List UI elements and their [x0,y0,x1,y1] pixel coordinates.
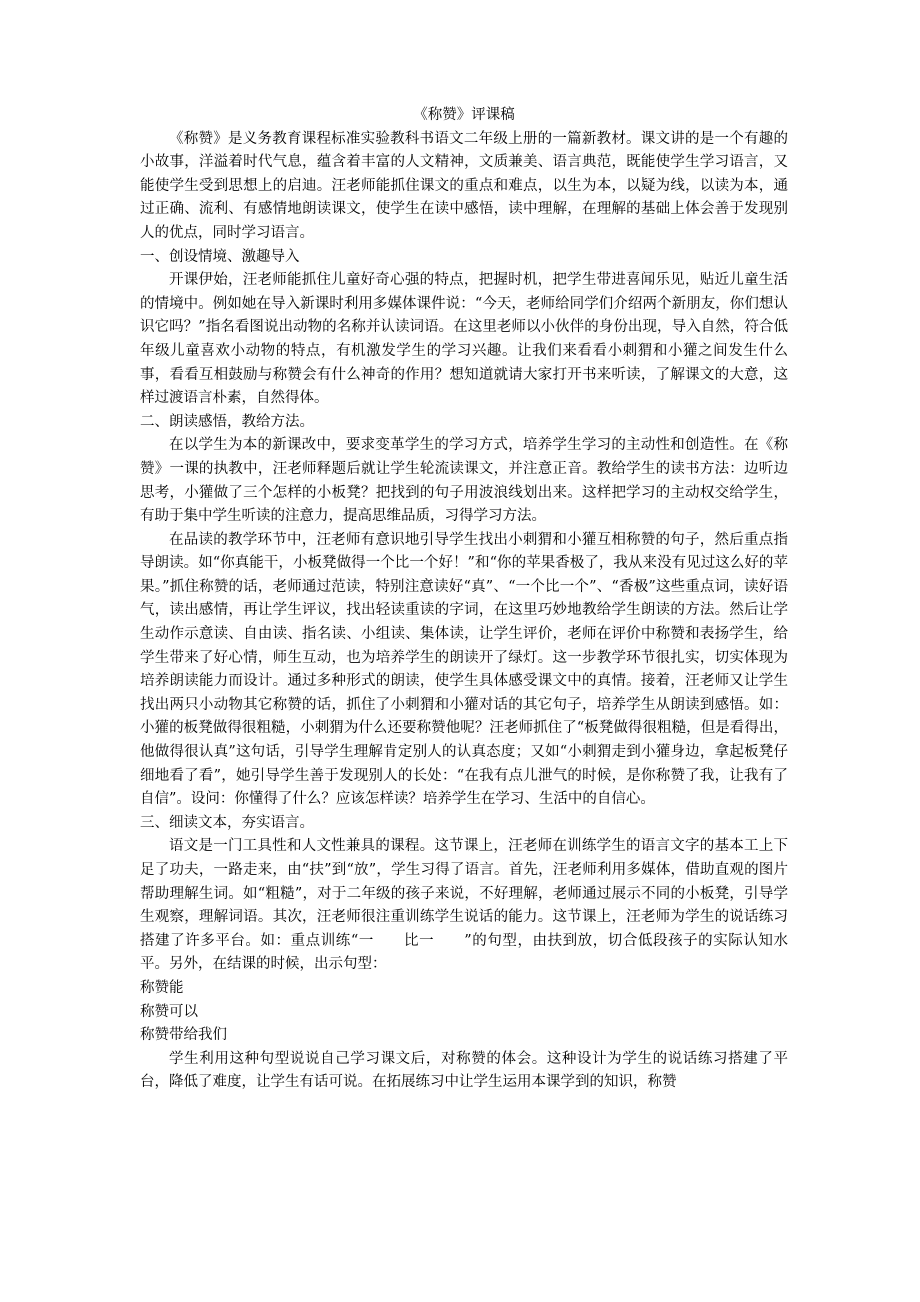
section-heading-2: 二、朗读感悟，教给方法。 [140,413,314,430]
section-heading-1: 一、创设情境、激趣导入 [140,248,300,265]
section-2-paragraph-2: 在品读的教学环节中，汪老师有意识地引导学生找出小刺猬和小獾互相称赞的句子，然后重点指导朗读。如“你真能干，小板凳做得一个比一个好！”和“你的苹果香极了，我从来没有见过这么好的苹果。”抓住称赞的话，老师通过范读，特别注意读好“真”、“一个比一个”、“香极”这些重点词，读好语气，读出感情，再让学生评议，找出轻读重读的字词，在这里巧妙地教给学生朗读的方法。然后让学生动作示意读、自由读、指名读、小组读、集体读，让学生评价，老师在评价中称赞和表扬学生，给学生带来了好心情，师生互动，也为培养学生的朗读开了绿灯。这一步教学环节很扎实，切实体现为培养朗读能力而设计。通过多种形式的朗读，使学生具体感受课文中的真情。接着，汪老师又让学生找出两只小动物其它称赞的话，抓住了小刺猬和小獾对话的其它句子，培养学生从朗读到感悟。如：小獾的板凳做得很粗糙，小刺猬为什么还要称赞他呢？汪老师抓住了“板凳做得很粗糙，但是看得出，他做得很认真”这句话，引导学生理解肯定别人的认真态度；又如“小刺猬走到小獾身边，拿起板凳仔细地看了看”，她引导学生善于发现别人的长处：“在我有点儿泄气的时候，是你称赞了我，让我有了自信”。设问：你懂得了什么？应该怎样读？培养学生在学习、生活中的自信心。 [140,531,788,808]
section-3-paragraph-1: 语文是一门工具性和人文性兼具的课程。这节课上，汪老师在训练学生的语言文字的基本工上下足了功夫，一路走来，由“扶”到“放”，学生习得了语言。首先，汪老师利用多媒体，借助直观的图片帮助理解生词。如“粗糙”，对于二年级的孩子来说，不好理解，老师通过展示不同的小板凳，引导学生观察，理解词语。其次，汪老师很注重训练学生说话的能力。这节课上，汪老师为学生的说话练习搭建了许多平台。如：重点训练“一 比一 ”的句型，由扶到放，切合低段孩子的实际认知水平。另外，在结课的时候，出示句型： [140,838,788,973]
section-heading-3: 三、细读文本，夯实语言。 [140,814,314,831]
section-3-closing-paragraph: 学生利用这种句型说说自己学习课文后，对称赞的体会。这种设计为学生的说话练习搭建了平台，降低了难度，让学生有话可说。在拓展练习中让学生运用本课学到的知识，称赞 [140,1050,788,1091]
document-page [140,104,788,1095]
document-title: 《称赞》评课稿 [413,107,515,123]
sentence-pattern-line-1: 称赞能 [140,979,184,996]
intro-paragraph: 《称赞》是义务教育课程标准实验教科书语文二年级上册的一篇新教材。课文讲的是一个有趣的小故事，洋溢着时代气息，蕴含着丰富的人文精神，文质兼美、语言典范，既能使学生学习语言，又能使学生受到思想上的启迪。汪老师能抓住课文的重点和难点，以生为本，以疑为线，以读为本，通过正确、流利、有感情地朗读课文，使学生在读中感悟，读中理解，在理解的基础上体会善于发现别人的优点，同时学习语言。 [140,130,788,241]
section-2-paragraph-1: 在以学生为本的新课改中，要求变革学生的学习方式，培养学生学习的主动性和创造性。在《称赞》一课的执教中，汪老师释题后就让学生轮流读课文，并注意正音。教给学生的读书方法：边听边思考，小獾做了三个怎样的小板凳？把找到的句子用波浪线划出来。这样把学习的主动权交给学生，有助于集中学生听读的注意力，提高思维品质，习得学习方法。 [140,437,788,525]
sentence-pattern-line-2: 称赞可以 [140,1003,198,1020]
section-1-paragraph-1: 开课伊始，汪老师能抓住儿童好奇心强的特点，把握时机，把学生带进喜闻乐见，贴近儿童生活的情境中。例如她在导入新课时利用多媒体课件说：“今天，老师给同学们介绍两个新朋友，你们想认识它吗？”指名看图说出动物的名称并认读词语。在这里老师以小伙伴的身份出现，导入自然，符合低年级儿童喜欢小动物的特点，有机激发学生的学习兴趣。让我们来看看小刺猬和小獾之间发生什么事，看看互相鼓励与称赞会有什么神奇的作用？想知道就请大家打开书来听读，了解课文的大意，这样过渡语言朴素，自然得体。 [140,272,788,407]
sentence-pattern-line-3: 称赞带给我们 [140,1027,227,1044]
